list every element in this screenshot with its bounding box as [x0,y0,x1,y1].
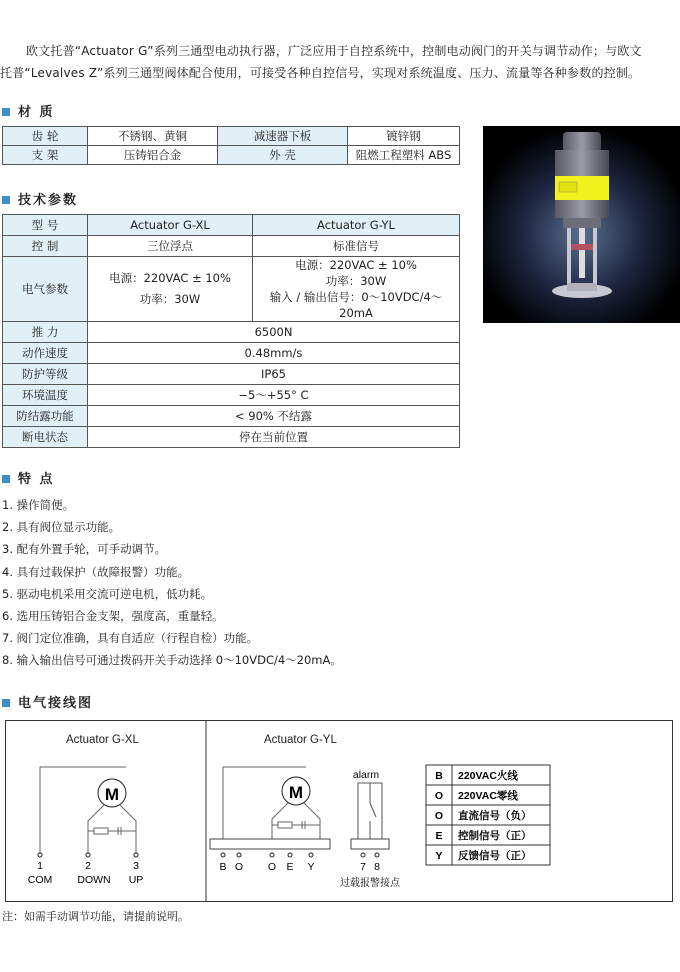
table-cell: 齿 轮 [3,127,88,146]
table-cell: IP65 [88,364,460,385]
product-photo [483,126,680,323]
yl-terminal-label: Y [307,861,315,873]
table-cell: 防护等级 [3,364,88,385]
xl-terminal-num: 1 [37,860,43,872]
electric-xl-power: 电源：220VAC ± 10% [109,271,231,285]
table-cell: Actuator G-YL [253,215,460,236]
table-cell: 压铸铝合金 [88,146,218,165]
table-cell [88,257,253,322]
legend-desc: 控制信号（正） [458,830,532,842]
list-item: 4. 具有过载保护（故障报警）功能。 [2,564,190,579]
yl-terminal-label: B [219,861,227,873]
list-item: 1. 操作简便。 [2,498,75,512]
table-cell: 支 架 [3,146,88,165]
wiring-heading [2,696,93,712]
xl-terminal-num: 3 [133,860,139,872]
electric-yl-signal: 输入 / 输出信号：0～10VDC/4～20mA [269,290,443,320]
specs-heading [2,193,78,209]
specs-table [2,214,460,448]
table-row [3,385,460,406]
legend-desc: 直流信号（负） [458,810,532,822]
table-cell: 断电状态 [3,427,88,448]
table-cell: 型 号 [3,215,88,236]
table-cell: < 90% 不结露 [88,406,460,427]
section-bullet-icon [2,108,10,116]
table-cell: 防结露功能 [3,406,88,427]
actuator-image [483,126,680,323]
legend-code: E [435,830,443,842]
electric-yl-wattage: 功率：30W [325,274,387,288]
table-cell: 6500N [88,322,460,343]
xl-terminal-label: UP [128,874,144,886]
xl-terminal-label: COM [27,874,53,886]
table-cell: 外 壳 [218,146,348,165]
list-item: 8. 输入输出信号可通过拨码开关手动选择 0～10VDC/4～20mA。 [2,653,342,668]
table-cell: 动作速度 [3,343,88,364]
table-row [3,146,460,165]
features-heading [2,472,55,488]
legend-code: O [434,790,444,802]
intro-line-1: 欧文托普“Actuator G”系列三通型电动执行器，广泛应用于自控系统中，控制电动阀门的开关与调节动作；与欧文 [26,44,642,58]
legend-desc: 220VAC火线 [458,770,518,782]
table-cell: 标准信号 [253,236,460,257]
table-cell [253,257,460,322]
wiring-title: 电气接线图 [18,696,94,711]
intro-paragraph [0,40,680,84]
legend-code: O [434,810,444,822]
xl-model-label: Actuator G-XL [66,734,139,746]
list-item: 3. 配有外置手轮，可手动调节。 [2,542,167,557]
table-cell: 三位浮点 [88,236,253,257]
legend-code: Y [435,850,443,862]
table-row [3,322,460,343]
table-cell: 0.48mm/s [88,343,460,364]
table-cell: 环境温度 [3,385,88,406]
specs-title: 技术参数 [18,193,79,208]
table-cell: 镀锌钢 [348,127,460,146]
section-bullet-icon [2,699,10,707]
yl-model-label: Actuator G-YL [264,734,337,746]
materials-title: 材 质 [18,105,55,120]
electric-xl-wattage: 功率：30W [139,292,201,306]
yl-motor-label: M [288,783,304,802]
materials-heading [2,105,55,121]
alarm-caption: 过载报警接点 [340,878,400,889]
table-cell: 阻燃工程塑料 ABS [348,146,460,165]
xl-terminal-num: 2 [85,860,91,872]
table-row [3,236,460,257]
table-cell: 推 力 [3,322,88,343]
intro-line-2: 托普“Levalves Z”系列三通型阀体配合使用，可接受各种自控信号，实现对系统温度、压力、流量等各种参数的控制。 [0,66,641,80]
table-cell: 电气参数 [3,257,88,322]
table-cell: 停在当前位置 [88,427,460,448]
legend-code: B [435,770,443,782]
alarm-terminal: 7 [360,861,366,873]
table-row [3,406,460,427]
table-row [3,215,460,236]
footnote: 注：如需手动调节功能，请提前说明。 [2,910,189,923]
wiring-svg [6,721,672,901]
table-row [3,257,460,322]
alarm-terminal: 8 [374,861,380,873]
wiring-legend [426,765,550,865]
yl-terminal-label: O [234,861,244,873]
table-cell: −5～+55° C [88,385,460,406]
legend-desc: 反馈信号（正） [458,850,532,862]
table-cell: 控 制 [3,236,88,257]
list-item: 2. 具有阀位显示功能。 [2,520,121,535]
legend-desc: 220VAC零线 [458,790,518,802]
list-item: 7. 阀门定位准确，具有自适应（行程自检）功能。 [2,631,259,646]
wiring-diagram [5,720,673,902]
electric-yl-power: 电源：220VAC ± 10% [295,258,417,272]
table-row [3,127,460,146]
yl-terminal-label: E [286,861,294,873]
table-cell: 不锈钢、黄铜 [88,127,218,146]
section-bullet-icon [2,196,10,204]
xl-terminal-label: DOWN [77,874,111,886]
table-cell: Actuator G-XL [88,215,253,236]
xl-motor-label: M [104,785,120,804]
alarm-label: alarm [352,769,380,781]
features-title: 特 点 [18,472,55,487]
table-row [3,427,460,448]
table-cell: 减速器下板 [218,127,348,146]
list-item: 6. 选用压铸铝合金支架，强度高，重量轻。 [2,609,224,624]
table-row [3,364,460,385]
list-item: 5. 驱动电机采用交流可逆电机，低功耗。 [2,586,213,601]
yl-terminal-label: O [267,861,277,873]
materials-table [2,126,460,165]
table-row [3,343,460,364]
section-bullet-icon [2,475,10,483]
features-list [2,494,342,672]
